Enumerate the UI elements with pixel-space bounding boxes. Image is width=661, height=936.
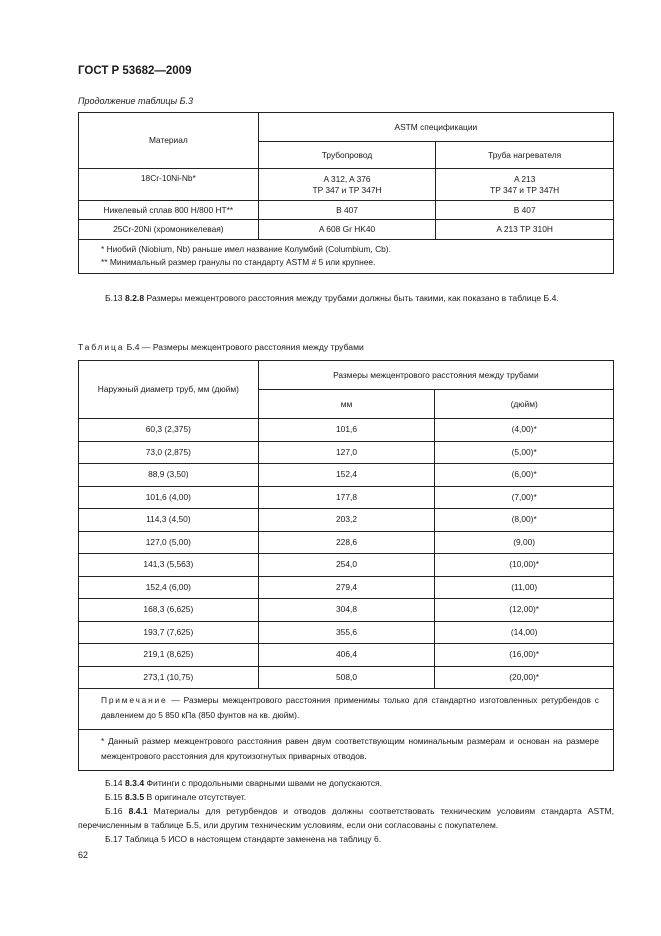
- note-word: Примечание: [101, 695, 168, 705]
- table-cell: (9,00): [435, 531, 614, 554]
- clause-number: 8.3.4: [124, 778, 145, 788]
- table-cell: 228,6: [258, 531, 435, 554]
- cell-line: TP 347 и TP 347H: [490, 184, 560, 195]
- table-title-text: Б.4 — Размеры межцентрового расстояния между трубами: [124, 342, 364, 352]
- table-cell: A 213 TP 310H: [436, 220, 614, 240]
- paragraph: [78, 832, 614, 846]
- clause-number: 8.3.5: [124, 792, 145, 802]
- table-cell: 219,1 (8,625): [79, 644, 259, 667]
- footnote: ** Минимальный размер гранулы по стандарту ASTM # 5 или крупнее.: [101, 257, 376, 267]
- paragraph-text: Материалы для ретурбендов и отводов должны соответствовать техническим условиям стандарта ASTM, перечисленным в таблице Б.5, или другим техническим условиям, если они согласованы с покупателем.: [78, 806, 614, 830]
- table-row: [79, 509, 614, 532]
- footnote: * Ниобий (Niobium, Nb) раньше имел название Колумбий (Columbium, Cb).: [101, 244, 391, 254]
- table-row: [79, 599, 614, 622]
- paragraph-text: Таблица 5 ИСО в настоящем стандарте заменена на таблицу 6.: [124, 834, 382, 844]
- header-inch: (дюйм): [435, 390, 614, 419]
- header-distance: Размеры межцентрового расстояния между трубами: [258, 361, 613, 390]
- header-astm: ASTM спецификации: [258, 113, 613, 142]
- header-heater-pipe: Труба нагревателя: [436, 142, 614, 169]
- table-b3-caption: Продолжение таблицы Б.3: [78, 96, 194, 106]
- header-pipeline: Трубопровод: [258, 142, 436, 169]
- document-header: ГОСТ Р 53682—2009: [78, 65, 192, 77]
- table-row: [79, 464, 614, 487]
- paragraph-b13: [78, 291, 614, 305]
- table-row: [79, 441, 614, 464]
- paragraph: [78, 790, 614, 804]
- table-cell: Никелевый сплав 800 H/800 HT**: [79, 201, 259, 220]
- paragraph-ref: Б.13: [105, 293, 123, 303]
- table-row: [79, 644, 614, 667]
- paragraph-ref: Б.15: [105, 792, 123, 802]
- table-row: [79, 666, 614, 689]
- table-cell: 279,4: [258, 576, 435, 599]
- table-cell: (7,00)*: [435, 486, 614, 509]
- table-cell: (10,00)*: [435, 554, 614, 577]
- table-row: [79, 531, 614, 554]
- cell-line: A 213: [513, 173, 536, 184]
- table-cell: 304,8: [258, 599, 435, 622]
- table-cell: (20,00)*: [435, 666, 614, 689]
- cell-line: A 312, A 376: [323, 173, 371, 184]
- table-cell: (16,00)*: [435, 644, 614, 667]
- table-cell: 152,4 (6,00): [79, 576, 259, 599]
- table-cell: 18Cr-10Ni-Nb*: [79, 169, 259, 201]
- table-cell: 193,7 (7,625): [79, 621, 259, 644]
- table-cell: 203,2: [258, 509, 435, 532]
- table-row: [79, 621, 614, 644]
- paragraph-text: Размеры межцентрового расстояния между трубами должны быть такими, как показано в таблице Б.4.: [146, 293, 559, 303]
- table-cell: 355,6: [258, 621, 435, 644]
- table-cell: 152,4: [258, 464, 435, 487]
- table-cell: 168,3 (6,625): [79, 599, 259, 622]
- table-cell: 25Cr-20Ni (хромоникелевая): [79, 220, 259, 240]
- paragraph-ref: Б.17: [105, 834, 123, 844]
- clause-number: 8.2.8: [124, 293, 145, 303]
- table-b4-footnote: * Данный размер межцентрового расстояния равен двум соответствующим номинальным размерам и основан на размере межцентрового расстояния для крутоизогнутых приварных отводов.: [79, 730, 614, 771]
- table-cell: (11,00): [435, 576, 614, 599]
- paragraph-ref: Б.14: [105, 778, 123, 788]
- table-b3: [78, 112, 614, 274]
- table-row: [79, 486, 614, 509]
- cell-line: TP 347 и TP 347H: [312, 184, 382, 195]
- table-cell: 141,3 (5,563): [79, 554, 259, 577]
- table-cell: 254,0: [258, 554, 435, 577]
- clause-number: 8.4.1: [128, 806, 148, 816]
- table-cell: [258, 169, 436, 201]
- note-text: — Размеры межцентрового расстояния применимы только для стандартно изготовленных ретурбендов с давлением до 5 850 кПа (850 фунтов на кв. дюйм).: [101, 695, 599, 720]
- paragraph: [78, 776, 614, 790]
- table-row: [79, 576, 614, 599]
- table-cell: (8,00)*: [435, 509, 614, 532]
- table-cell: B 407: [258, 201, 436, 220]
- paragraph-ref: Б.16: [105, 806, 123, 816]
- table-cell: 73,0 (2,875): [79, 441, 259, 464]
- table-cell: (14,00): [435, 621, 614, 644]
- table-cell: (4,00)*: [435, 419, 614, 442]
- table-b4-note: [79, 689, 614, 730]
- table-b3-notes: [79, 240, 614, 274]
- table-cell: 508,0: [258, 666, 435, 689]
- page-number: 62: [78, 850, 89, 860]
- table-cell: 101,6: [258, 419, 435, 442]
- table-cell: 127,0: [258, 441, 435, 464]
- table-cell: 101,6 (4,00): [79, 486, 259, 509]
- paragraph: [78, 804, 614, 832]
- table-cell: [436, 169, 614, 201]
- table-cell: 127,0 (5,00): [79, 531, 259, 554]
- header-diameter: Наружный диаметр труб, мм (дюйм): [79, 361, 259, 419]
- table-cell: 273,1 (10,75): [79, 666, 259, 689]
- table-cell: (6,00)*: [435, 464, 614, 487]
- table-cell: 177,8: [258, 486, 435, 509]
- table-cell: A 608 Gr HK40: [258, 220, 436, 240]
- table-b4-title: [78, 342, 364, 352]
- header-mm: мм: [258, 390, 435, 419]
- table-b4: [78, 360, 614, 771]
- table-cell: 60,3 (2,375): [79, 419, 259, 442]
- table-cell: 114,3 (4,50): [79, 509, 259, 532]
- paragraphs-block: [78, 776, 614, 846]
- table-cell: 406,4: [258, 644, 435, 667]
- table-cell: B 407: [436, 201, 614, 220]
- table-word: Таблица: [78, 342, 125, 352]
- table-cell: 88,9 (3,50): [79, 464, 259, 487]
- header-material: Материал: [79, 113, 259, 169]
- paragraph-text: Фитинги с продольными сварными швами не допускаются.: [146, 778, 383, 788]
- table-row: [79, 554, 614, 577]
- table-cell: (5,00)*: [435, 441, 614, 464]
- paragraph-text: В оригинале отсутствует.: [146, 792, 247, 802]
- table-cell: (12,00)*: [435, 599, 614, 622]
- table-row: [79, 419, 614, 442]
